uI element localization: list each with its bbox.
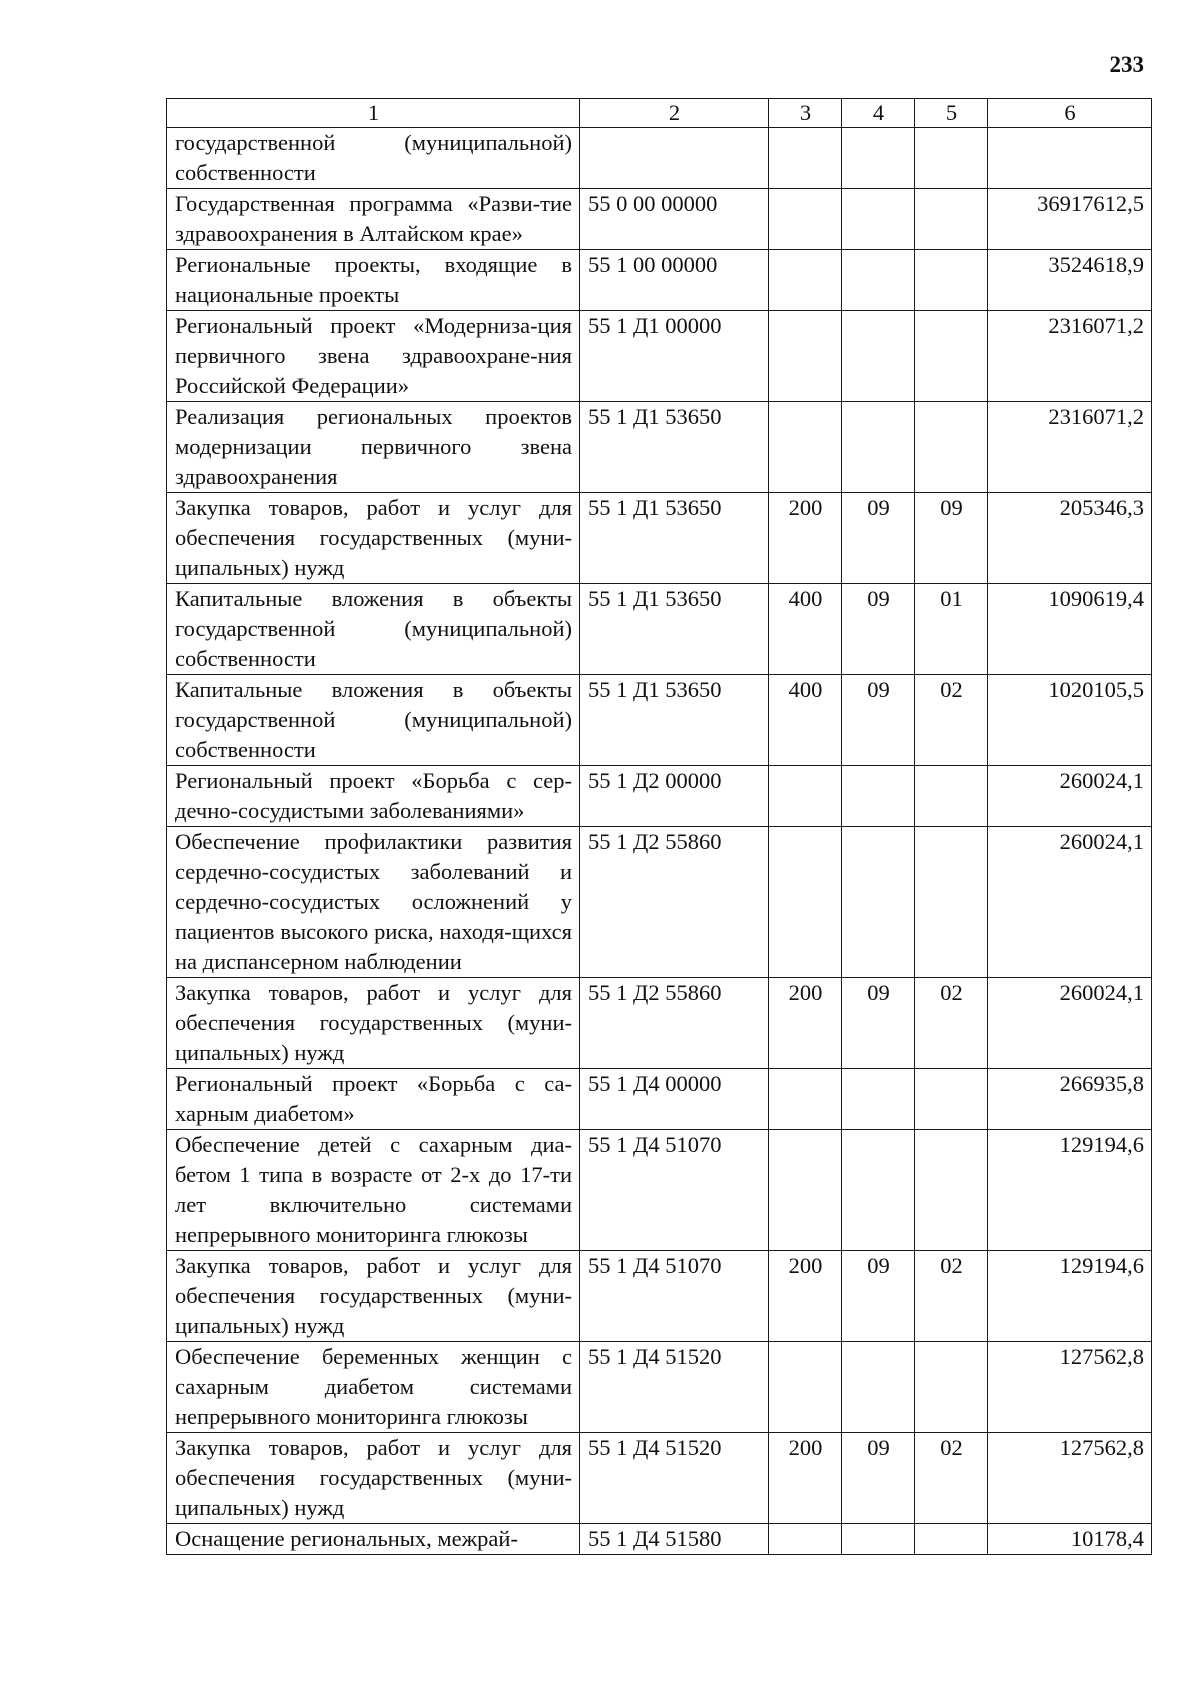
row-code-cell: 55 1 00 00000 bbox=[580, 250, 769, 311]
row-code-cell: 55 0 00 00000 bbox=[580, 189, 769, 250]
row-name-cell: Региональный проект «Модерниза-ция первичного звена здравоохране-ния Российской Федерации» bbox=[167, 311, 580, 402]
row-section-cell bbox=[842, 128, 915, 189]
row-name-cell: Закупка товаров, работ и услуг для обеспечения государственных (муни-ципальных) нужд bbox=[167, 1251, 580, 1342]
row-subsection-cell bbox=[915, 766, 988, 827]
row-type-cell: 200 bbox=[769, 493, 842, 584]
row-name-cell: Обеспечение беременных женщин с сахарным диабетом системами непрерывного мониторинга глюкозы bbox=[167, 1342, 580, 1433]
row-type-cell: 400 bbox=[769, 584, 842, 675]
row-subsection-cell: 01 bbox=[915, 584, 988, 675]
row-subsection-cell bbox=[915, 402, 988, 493]
row-code-cell: 55 1 Д2 55860 bbox=[580, 978, 769, 1069]
row-type-cell bbox=[769, 827, 842, 978]
row-code-cell: 55 1 Д1 53650 bbox=[580, 675, 769, 766]
table-row bbox=[167, 1251, 1152, 1342]
row-type-cell bbox=[769, 1069, 842, 1130]
row-name-cell: Обеспечение детей с сахарным диа-бетом 1 типа в возрасте от 2-х до 17-ти лет включительно системами непрерывного мониторинга глюкозы bbox=[167, 1130, 580, 1251]
table-row bbox=[167, 1433, 1152, 1524]
row-type-cell: 200 bbox=[769, 1251, 842, 1342]
row-section-cell bbox=[842, 827, 915, 978]
page-number: 233 bbox=[1109, 52, 1144, 77]
row-name-cell: Региональные проекты, входящие в национальные проекты bbox=[167, 250, 580, 311]
row-code-cell: 55 1 Д1 53650 bbox=[580, 584, 769, 675]
row-name-cell: Реализация региональных проектов модернизации первичного звена здравоохранения bbox=[167, 402, 580, 493]
row-section-cell: 09 bbox=[842, 1251, 915, 1342]
table-row bbox=[167, 978, 1152, 1069]
row-type-cell: 200 bbox=[769, 978, 842, 1069]
row-section-cell bbox=[842, 1069, 915, 1130]
column-header-4: 4 bbox=[842, 99, 915, 128]
row-section-cell bbox=[842, 311, 915, 402]
row-name-cell: Закупка товаров, работ и услуг для обеспечения государственных (муни-ципальных) нужд bbox=[167, 978, 580, 1069]
row-amount-cell: 266935,8 bbox=[988, 1069, 1152, 1130]
row-type-cell bbox=[769, 1130, 842, 1251]
row-type-cell bbox=[769, 1524, 842, 1555]
row-code-cell: 55 1 Д1 53650 bbox=[580, 402, 769, 493]
row-amount-cell: 205346,3 bbox=[988, 493, 1152, 584]
row-code-cell: 55 1 Д1 53650 bbox=[580, 493, 769, 584]
row-name-cell: Оснащение региональных, межрай- bbox=[167, 1524, 580, 1555]
row-type-cell bbox=[769, 250, 842, 311]
row-name-cell: государственной (муниципальной) собственности bbox=[167, 128, 580, 189]
row-section-cell bbox=[842, 189, 915, 250]
row-code-cell: 55 1 Д4 51070 bbox=[580, 1130, 769, 1251]
row-amount-cell: 2316071,2 bbox=[988, 311, 1152, 402]
row-amount-cell: 36917612,5 bbox=[988, 189, 1152, 250]
table-row bbox=[167, 402, 1152, 493]
table-row bbox=[167, 311, 1152, 402]
row-section-cell: 09 bbox=[842, 584, 915, 675]
row-amount-cell: 2316071,2 bbox=[988, 402, 1152, 493]
row-amount-cell: 127562,8 bbox=[988, 1342, 1152, 1433]
row-code-cell: 55 1 Д4 51520 bbox=[580, 1433, 769, 1524]
table-row bbox=[167, 766, 1152, 827]
row-subsection-cell: 02 bbox=[915, 978, 988, 1069]
row-code-cell: 55 1 Д4 51580 bbox=[580, 1524, 769, 1555]
row-amount-cell: 260024,1 bbox=[988, 978, 1152, 1069]
row-amount-cell: 260024,1 bbox=[988, 766, 1152, 827]
row-section-cell bbox=[842, 1342, 915, 1433]
row-subsection-cell bbox=[915, 1342, 988, 1433]
row-code-cell: 55 1 Д4 51070 bbox=[580, 1251, 769, 1342]
row-name-cell: Государственная программа «Разви-тие здравоохранения в Алтайском крае» bbox=[167, 189, 580, 250]
row-subsection-cell bbox=[915, 250, 988, 311]
row-amount-cell: 3524618,9 bbox=[988, 250, 1152, 311]
row-code-cell: 55 1 Д2 00000 bbox=[580, 766, 769, 827]
table-row bbox=[167, 827, 1152, 978]
column-header-3: 3 bbox=[769, 99, 842, 128]
row-code-cell: 55 1 Д1 00000 bbox=[580, 311, 769, 402]
row-amount-cell: 260024,1 bbox=[988, 827, 1152, 978]
row-type-cell: 400 bbox=[769, 675, 842, 766]
table-row bbox=[167, 189, 1152, 250]
table-row bbox=[167, 675, 1152, 766]
row-subsection-cell bbox=[915, 1524, 988, 1555]
table-row bbox=[167, 1524, 1152, 1555]
row-subsection-cell bbox=[915, 128, 988, 189]
row-section-cell: 09 bbox=[842, 675, 915, 766]
row-section-cell: 09 bbox=[842, 978, 915, 1069]
row-type-cell bbox=[769, 189, 842, 250]
row-code-cell: 55 1 Д4 51520 bbox=[580, 1342, 769, 1433]
row-subsection-cell bbox=[915, 189, 988, 250]
row-subsection-cell: 02 bbox=[915, 675, 988, 766]
row-name-cell: Региональный проект «Борьба с са-харным диабетом» bbox=[167, 1069, 580, 1130]
row-amount-cell bbox=[988, 128, 1152, 189]
row-amount-cell: 129194,6 bbox=[988, 1130, 1152, 1251]
row-amount-cell: 129194,6 bbox=[988, 1251, 1152, 1342]
row-name-cell: Капитальные вложения в объекты государственной (муниципальной) собственности bbox=[167, 675, 580, 766]
row-type-cell bbox=[769, 311, 842, 402]
budget-table bbox=[166, 98, 1152, 1555]
table-row bbox=[167, 493, 1152, 584]
table-row bbox=[167, 250, 1152, 311]
table-row bbox=[167, 1069, 1152, 1130]
column-header-1: 1 bbox=[167, 99, 580, 128]
row-code-cell: 55 1 Д4 00000 bbox=[580, 1069, 769, 1130]
row-name-cell: Закупка товаров, работ и услуг для обеспечения государственных (муни-ципальных) нужд bbox=[167, 1433, 580, 1524]
row-section-cell: 09 bbox=[842, 1433, 915, 1524]
row-section-cell bbox=[842, 250, 915, 311]
row-amount-cell: 127562,8 bbox=[988, 1433, 1152, 1524]
row-section-cell: 09 bbox=[842, 493, 915, 584]
row-type-cell bbox=[769, 766, 842, 827]
row-type-cell bbox=[769, 128, 842, 189]
row-subsection-cell bbox=[915, 311, 988, 402]
table-row bbox=[167, 1130, 1152, 1251]
table-row bbox=[167, 584, 1152, 675]
column-header-6: 6 bbox=[988, 99, 1152, 128]
row-section-cell bbox=[842, 1524, 915, 1555]
table-row bbox=[167, 1342, 1152, 1433]
row-code-cell: 55 1 Д2 55860 bbox=[580, 827, 769, 978]
row-section-cell bbox=[842, 1130, 915, 1251]
row-type-cell: 200 bbox=[769, 1433, 842, 1524]
row-subsection-cell bbox=[915, 1069, 988, 1130]
row-type-cell bbox=[769, 1342, 842, 1433]
row-subsection-cell bbox=[915, 1130, 988, 1251]
table-row bbox=[167, 128, 1152, 189]
row-section-cell bbox=[842, 766, 915, 827]
row-code-cell bbox=[580, 128, 769, 189]
row-section-cell bbox=[842, 402, 915, 493]
row-subsection-cell bbox=[915, 827, 988, 978]
row-amount-cell: 1090619,4 bbox=[988, 584, 1152, 675]
table-header-row bbox=[167, 99, 1152, 128]
row-type-cell bbox=[769, 402, 842, 493]
row-name-cell: Закупка товаров, работ и услуг для обеспечения государственных (муни-ципальных) нужд bbox=[167, 493, 580, 584]
row-amount-cell: 1020105,5 bbox=[988, 675, 1152, 766]
row-subsection-cell: 02 bbox=[915, 1433, 988, 1524]
row-subsection-cell: 02 bbox=[915, 1251, 988, 1342]
row-amount-cell: 10178,4 bbox=[988, 1524, 1152, 1555]
column-header-2: 2 bbox=[580, 99, 769, 128]
row-name-cell: Региональный проект «Борьба с сер-дечно-сосудистыми заболеваниями» bbox=[167, 766, 580, 827]
row-name-cell: Обеспечение профилактики развития сердечно-сосудистых заболеваний и сердечно-сосудистых осложнений у пациентов высокого риска, находя-щихся на диспансерном наблюдении bbox=[167, 827, 580, 978]
column-header-5: 5 bbox=[915, 99, 988, 128]
row-name-cell: Капитальные вложения в объекты государственной (муниципальной) собственности bbox=[167, 584, 580, 675]
row-subsection-cell: 09 bbox=[915, 493, 988, 584]
